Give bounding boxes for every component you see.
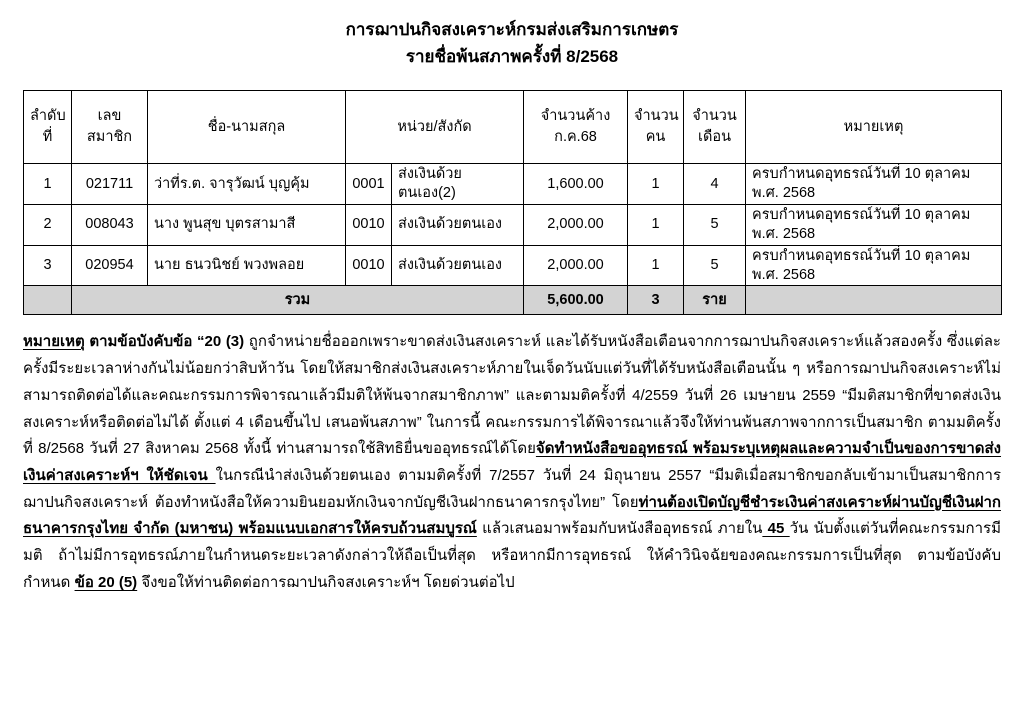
- note-segment: จึงขอให้ท่านติดต่อการฌาปนกิจสงเคราะห์ฯ โดยด่วนต่อไป: [137, 573, 515, 591]
- summary-people: 3: [628, 286, 684, 315]
- col-header-months: [684, 91, 746, 164]
- summary-amount: 5,600.00: [524, 286, 628, 315]
- note-segment: ถูกจำหน่ายชื่อออกเพราะขาดส่งเงินสงเคราะห์ และได้รับหนังสือเตือนจากการฌาปนกิจสงเคราะห์แล้วสองครั้ง ซึ่งแต่ละครั้งมีระยะเวลาห่างกันไม่น้อยกว่าสิบห้าวัน โดยให้สมาชิกส่งเงินสงเคราะห์ภายในเจ็ดวันนับแต่วันที่ได้รับหนังสือเตือนนั้น ๆ หรือการฌาปนกิจสงเคราะห์ไม่สามารถติดต่อได้และคณะกรรมการพิจารณาแล้วมีมติให้พ้นจากสมาชิกภาพ” และตามมติครั้งที่ 4/2559 วันที่ 26 เมษายน 2559 “มีมติสมาชิกที่ขาดส่งเงินสงเคราะห์หรือติดต่อไม่ได้ ตั้งแต่ 4 เดือนขึ้นไป เสนอพ้นสภาพ” ในการนี้ คณะกรรมการได้พิจารณาแล้วจึงให้ท่านพ้นสภาพจากการเป็นสมาชิก ตามมติครั้งที่ 8/2568 วันที่ 27 สิงหาคม 2568 ทั้งนี้ ท่านสามารถใช้สิทธิยื่นขออุทธรณ์ได้โดย: [23, 333, 1001, 458]
- note-segment: จัดทำหนังสือขออุทธรณ์ พร้อมระบุเหตุผลและความจำเป็นของการขาดส่งเงินค่าสงเคราะห์ฯ ให้ชัดเจน: [23, 440, 1002, 484]
- cell-unit-name: ส่งเงินด้วยตนเอง: [392, 205, 524, 246]
- document-subtitle: รายชื่อพ้นสภาพครั้งที่ 8/2568: [405, 47, 619, 67]
- col-header-amount-line1: จำนวนค้าง: [540, 107, 611, 124]
- note-segment: วัน นับตั้งแต่วันที่คณะกรรมการมีมติ ถ้าไม่มีการอุทธรณ์ภายในกำหนดระยะเวลาดังกล่าวให้ถือเป็นที่สุด หรือหากมีการอุทธรณ์ ให้คำวินิจฉัยของคณะกรรมการเป็นที่สุด ตามข้อบังคับกำหนด: [23, 520, 1002, 591]
- summary-label: รวม: [72, 286, 524, 315]
- cell-name: ว่าที่ร.ต. จารุวัฒน์ บุญคุ้ม: [148, 164, 346, 205]
- cell-member-id: 020954: [72, 245, 148, 286]
- note-segment: หมายเหตุ: [23, 333, 85, 351]
- col-header-remark: หมายเหตุ: [746, 91, 1002, 164]
- note-segment: ตามข้อบังคับข้อ “20 (3): [84, 333, 249, 351]
- cell-people: 1: [628, 245, 684, 286]
- cell-months: 4: [684, 164, 746, 205]
- cell-no: 1: [24, 164, 72, 205]
- cell-people: 1: [628, 164, 684, 205]
- table-row: [24, 205, 1002, 246]
- col-header-member-line2: สมาชิก: [86, 129, 133, 146]
- cell-amount: 2,000.00: [524, 205, 628, 246]
- col-header-name: ชื่อ-นามสกุล: [148, 91, 346, 164]
- header-row: [24, 91, 1002, 164]
- col-header-unit: หน่วย/สังกัด: [346, 91, 524, 164]
- cell-unit-code: 0010: [346, 205, 392, 246]
- col-header-member-line1: เลข: [97, 107, 122, 124]
- note-segment: 45: [762, 520, 790, 538]
- cell-no: 3: [24, 245, 72, 286]
- cell-amount: 1,600.00: [524, 164, 628, 205]
- document-title: การฌาปนกิจสงเคราะห์กรมส่งเสริมการเกษตร: [345, 20, 679, 39]
- cell-unit-code: 0010: [346, 245, 392, 286]
- summary-unit-word: ราย: [684, 286, 746, 315]
- table-row: [24, 245, 1002, 286]
- cell-people: 1: [628, 205, 684, 246]
- cell-unit-name: ส่งเงินด้วยตนเอง: [392, 245, 524, 286]
- col-header-months-line2: เดือน: [698, 129, 732, 146]
- note-segment: ในกรณีนำส่งเงินด้วยตนเอง ตามมติครั้งที่ 7/2557 วันที่ 24 มิถุนายน 2557 “มีมติเมื่อสมาชิกขอกลับเข้ามาเป็นสมาชิกการฌาปนกิจสงเคราะห์ ต้องทำหนังสือให้ความยินยอมหักเงินจากบัญชีเงินฝากธนาคารกรุงไทย” โดย: [23, 466, 1001, 511]
- col-header-no-line1: ลำดับ: [30, 107, 66, 124]
- members-table: [23, 90, 1002, 315]
- note-segment: แล้วเสนอมาพร้อมกับหนังสืออุทธรณ์ ภายใน: [476, 520, 763, 538]
- col-header-amount-line2: ก.ค.68: [554, 129, 597, 146]
- col-header-amount: [524, 91, 628, 164]
- note-segment: ท่านต้องเปิดบัญชีชำระเงินค่าสงเคราะห์ผ่านบัญชีเงินฝากธนาคารกรุงไทย จำกัด (มหาชน) พร้อมแนบเอกสารให้ครบถ้วนสมบูรณ์: [23, 493, 1001, 538]
- table-row: [24, 164, 1002, 205]
- col-header-people-line2: คน: [645, 129, 666, 146]
- cell-remark: ครบกำหนดอุทธรณ์วันที่ 10 ตุลาคม พ.ศ. 2568: [746, 164, 1002, 205]
- cell-member-id: 021711: [72, 164, 148, 205]
- cell-months: 5: [684, 245, 746, 286]
- cell-amount: 2,000.00: [524, 245, 628, 286]
- notes-paragraph: [23, 329, 1001, 596]
- summary-empty-remark: [746, 286, 1002, 315]
- col-header-member-id: [72, 91, 148, 164]
- cell-member-id: 008043: [72, 205, 148, 246]
- cell-months: 5: [684, 205, 746, 246]
- col-header-no-line2: ที่: [42, 129, 53, 146]
- cell-unit-name: ส่งเงินด้วยตนเอง(2): [392, 164, 524, 205]
- cell-unit-code: 0001: [346, 164, 392, 205]
- col-header-people: [628, 91, 684, 164]
- col-header-no: [24, 91, 72, 164]
- cell-no: 2: [24, 205, 72, 246]
- cell-name: นาย ธนวนิชย์ พวงพลอย: [148, 245, 346, 286]
- cell-name: นาง พูนสุข บุตรสามาสี: [148, 205, 346, 246]
- summary-empty-no: [24, 286, 72, 315]
- col-header-people-line1: จำนวน: [634, 107, 679, 124]
- summary-row: [24, 286, 1002, 315]
- col-header-months-line1: จำนวน: [692, 107, 737, 124]
- cell-remark: ครบกำหนดอุทธรณ์วันที่ 10 ตุลาคม พ.ศ. 2568: [746, 205, 1002, 246]
- title-block: [23, 16, 1001, 70]
- cell-remark: ครบกำหนดอุทธรณ์วันที่ 10 ตุลาคม พ.ศ. 2568: [746, 245, 1002, 286]
- note-segment: ข้อ 20 (5): [74, 573, 138, 591]
